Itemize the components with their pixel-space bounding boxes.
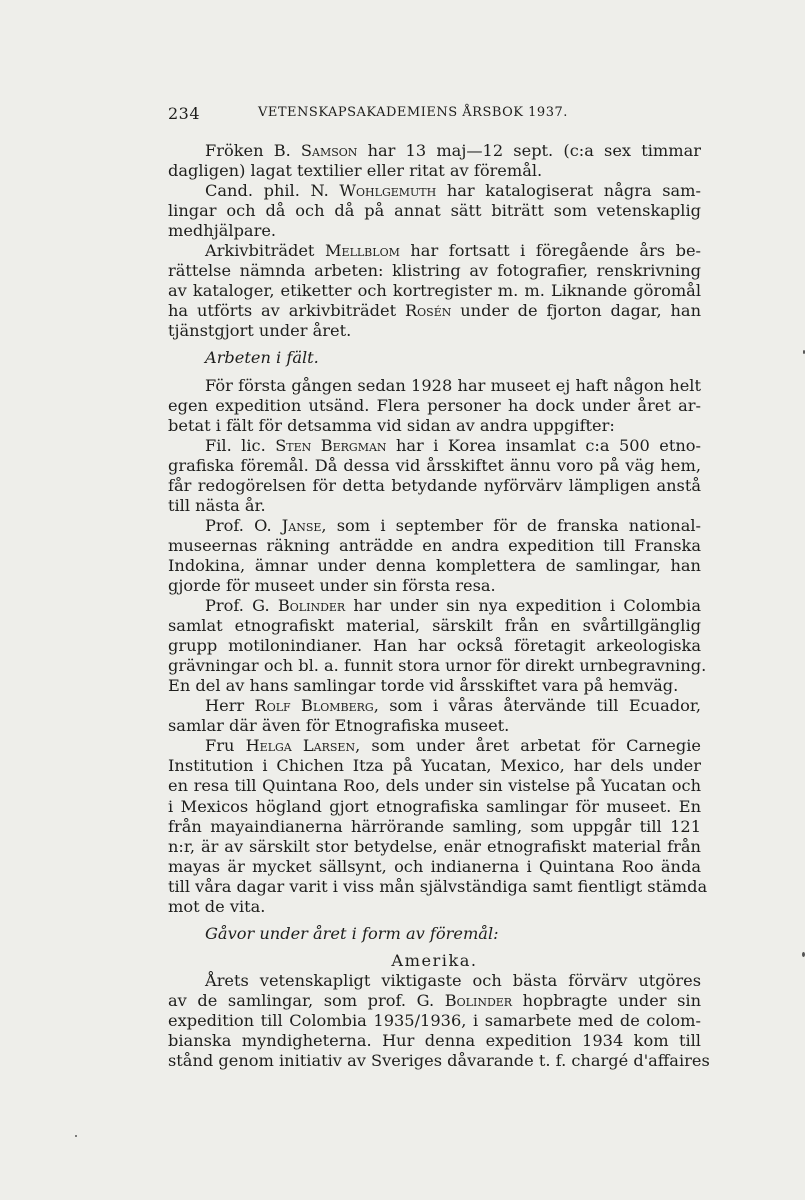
text-line: av kataloger, etiketter och kortregister m. m. Liknande göromål: [168, 281, 701, 301]
text-line: stånd genom initiativ av Sveriges dåvarande t. f. chargé d'affaires: [168, 1051, 710, 1071]
text-line: till nästa år.: [168, 495, 266, 515]
text-line: bianska myndigheterna. Hur denna expedition 1934 kom till: [168, 1031, 701, 1051]
text-line: till våra dagar varit i viss mån självständiga samt fientligt stämda: [168, 876, 708, 896]
text-line: samlar där även för Etnografiska museet.: [168, 716, 510, 736]
text-line: får redogörelsen för detta betydande nyförvärv lämpligen anstå: [168, 475, 701, 495]
page-number: 234: [168, 104, 201, 123]
text-line: dagligen) lagat textilier eller ritat av föremål.: [168, 161, 543, 181]
text-line: Årets vetenskapligt viktigaste och bästa förvärv utgöres: [205, 970, 701, 990]
text-line: egen expedition utsänd. Flera personer ha dock under året ar-: [168, 395, 701, 415]
region-heading: Amerika.: [391, 950, 478, 970]
text-line: grävningar och bl. a. funnit stora urnor för direkt urnbegravning.: [168, 656, 707, 676]
text-line: Prof. G. Bolinder har under sin nya expedition i Colombia: [205, 596, 701, 616]
text-line: grafiska föremål. Då dessa vid årsskiftet ännu voro på väg hem,: [168, 455, 701, 475]
section-heading: Arbeten i fält.: [205, 348, 319, 368]
text-line: mot de vita.: [168, 896, 266, 916]
text-line: medhjälpare.: [168, 221, 277, 241]
speck-mark: [75, 1135, 77, 1137]
text-line: mayas är mycket sällsynt, och indianerna i Quintana Roo ända: [168, 856, 701, 876]
text-line: betat i fält för detsamma vid sidan av andra uppgifter:: [168, 415, 615, 435]
body-text: [168, 141, 710, 1071]
text-line: gjorde för museet under sin första resa.: [168, 575, 496, 595]
text-line: ha utförts av arkivbiträdet Rosén under de fjorton dagar, han: [168, 301, 701, 321]
text-line: tjänstgjort under året.: [168, 321, 352, 341]
text-line: i Mexicos högland gjort etnografiska samlingar för museet. En: [168, 796, 701, 816]
text-line: lingar och då och då på annat sätt biträtt som vetenskaplig: [168, 201, 701, 221]
text-line: samlat etnografiskt material, särskilt från en svårtillgänglig: [168, 616, 701, 636]
text-line: Institution i Chichen Itza på Yucatan, Mexico, har dels under: [168, 756, 701, 776]
text-line: expedition till Colombia 1935/1936, i samarbete med de colom-: [168, 1010, 701, 1030]
text-line: Prof. O. Janse, som i september för de franska national-: [205, 515, 701, 535]
text-line: n:r, är av särskilt stor betydelse, enär etnografiskt material från: [168, 836, 701, 856]
text-line: Fil. lic. Sten Bergman har i Korea insamlat c:a 500 etno-: [205, 435, 702, 455]
text-line: en resa till Quintana Roo, dels under sin vistelse på Yucatan och: [168, 776, 701, 796]
text-line: från mayaindianerna härrörande samling, som uppgår till 121: [168, 816, 701, 836]
text-line: Arkivbiträdet Mellblom har fortsatt i föregående års be-: [205, 241, 702, 261]
text-line: Fröken B. Samson har 13 maj—12 sept. (c:a sex timmar: [205, 141, 701, 160]
text-line: För första gången sedan 1928 har museet ej haft någon helt: [205, 375, 701, 395]
text-line: rättelse nämnda arbeten: klistring av fotografier, renskrivning: [168, 261, 701, 281]
text-line: Fru Helga Larsen, som under året arbetat för Carnegie: [205, 736, 701, 756]
text-line: Indokina, ämnar under denna komplettera de samlingar, han: [168, 555, 701, 575]
text-line: Cand. phil. N. Wohlgemuth har katalogiserat några sam-: [205, 181, 701, 201]
text-line: museernas räkning anträdde en andra expedition till Franska: [168, 535, 701, 555]
text-line: En del av hans samlingar torde vid årsskiftet vara på hemväg.: [168, 676, 679, 696]
page-header: [168, 104, 708, 124]
text-line: Herr Rolf Blomberg, som i våras återvände till Ecuador,: [205, 696, 702, 716]
text-line: grupp motilonindianer. Han har också företagit arkeologiska: [168, 636, 701, 656]
running-title: VETENSKAPSAKADEMIENS ÅRSBOK 1937.: [258, 105, 568, 120]
section-heading: Gåvor under året i form av föremål:: [205, 923, 499, 943]
text-line: av de samlingar, som prof. G. Bolinder hopbragte under sin: [168, 990, 701, 1010]
